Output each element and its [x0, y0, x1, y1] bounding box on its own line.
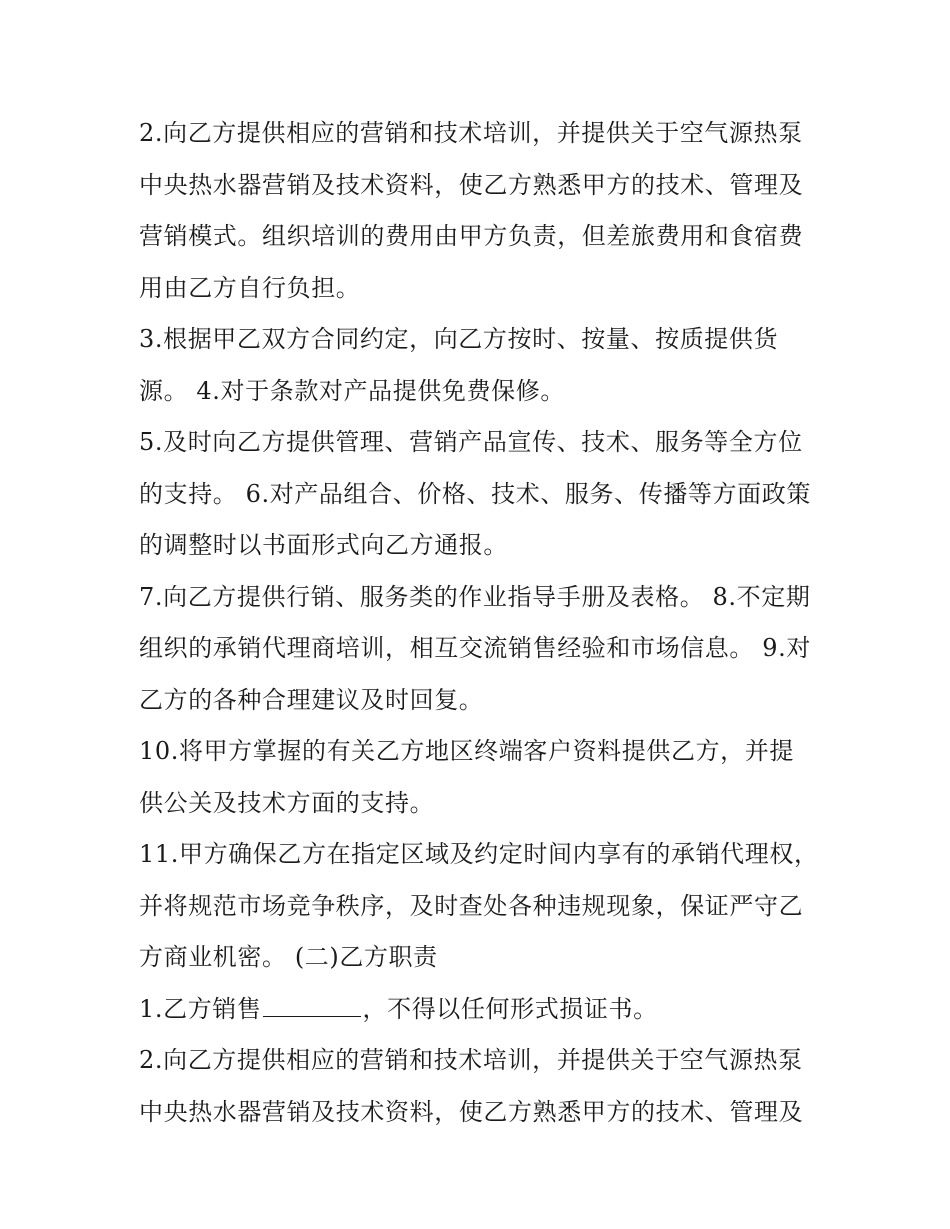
- text-line: 中央热水器营销及技术资料，使乙方熟悉甲方的技术、管理及: [139, 1097, 804, 1126]
- sales-line-suffix: ，不得以任何形式损证书。: [362, 994, 658, 1023]
- text-line: 中央热水器营销及技术资料，使乙方熟悉甲方的技术、管理及: [139, 170, 804, 199]
- text-line: 3.根据甲乙双方合同约定，向乙方按时、按量、按质提供货: [139, 325, 779, 353]
- text-line: 并将规范市场竞争秩序，及时查处各种违规现象，保证严守乙: [139, 891, 804, 920]
- text-line: 的支持。 6.对产品组合、价格、技术、服务、传播等方面政策: [139, 479, 811, 508]
- text-line: 的调整时以书面形式向乙方通报。: [139, 531, 508, 559]
- text-line: 方商业机密。 (二)乙方职责: [139, 943, 438, 971]
- text-line: 营销模式。组织培训的费用由甲方负责，但差旅费用和食宿费: [139, 222, 804, 250]
- text-line: 乙方的各种合理建议及时回复。: [139, 685, 484, 714]
- text-line: 用由乙方自行负担。: [139, 273, 361, 302]
- text-line: 10.将甲方掌握的有关乙方地区终端客户资料提供乙方，并提: [139, 737, 794, 765]
- text-line: 7.向乙方提供行销、服务类的作业指导手册及表格。 8.不定期: [139, 582, 811, 611]
- text-line: 5.及时向乙方提供管理、营销产品宣传、技术、服务等全方位: [139, 428, 803, 456]
- text-line: 供公关及技术方面的支持。: [139, 788, 435, 817]
- document-body: [139, 108, 819, 1138]
- sales-line-prefix: 1.乙方销售: [139, 994, 262, 1023]
- text-line: 11.甲方确保乙方在指定区域及约定时间内享有的承销代理权，: [139, 840, 819, 868]
- fill-in-blank: [263, 988, 361, 1017]
- text-line: 组织的承销代理商培训，相互交流销售经验和市场信息。 9.对: [139, 634, 811, 662]
- text-line: 2.向乙方提供相应的营销和技术培训，并提供关于空气源热泵: [139, 119, 803, 147]
- text-line: 源。 4.对于条款对产品提供免费保修。: [139, 376, 565, 405]
- sales-line: [139, 984, 819, 1036]
- text-line: 2.向乙方提供相应的营销和技术培训，并提供关于空气源热泵: [139, 1046, 803, 1074]
